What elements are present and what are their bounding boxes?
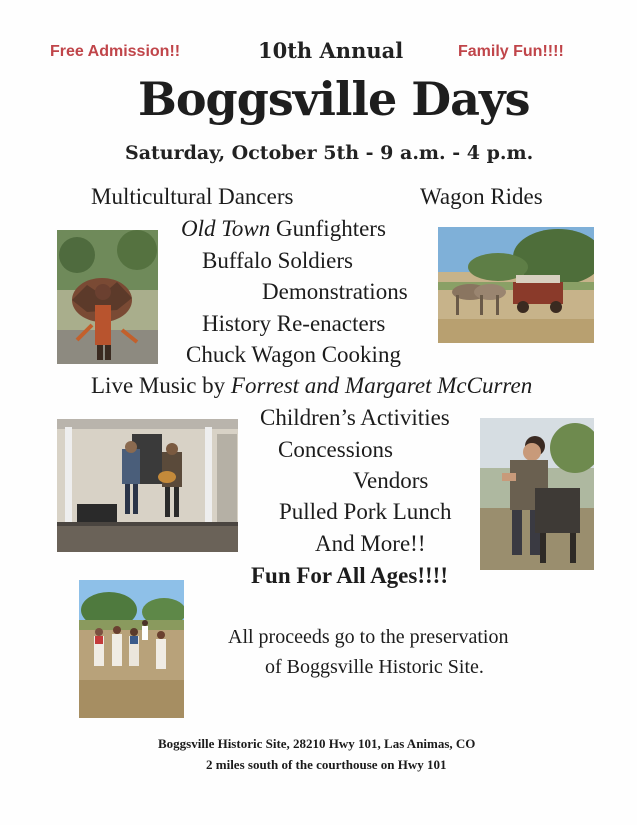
activity-demonstrations: Demonstrations: [262, 279, 408, 304]
page-title: Boggsville Days: [138, 72, 530, 126]
proceeds-line-2: of Boggsville Historic Site.: [265, 656, 484, 678]
free-admission-text: Free Admission!!: [50, 43, 181, 60]
footer-address: Boggsville Historic Site, 28210 Hwy 101, Las Animas, CO: [158, 736, 476, 751]
annual-text: 10th Annual: [258, 38, 404, 63]
proceeds-line-1: All proceeds go to the preservation: [228, 626, 509, 648]
activity-vendors: Vendors: [353, 468, 429, 493]
activity-multicultural: Multicultural Dancers: [91, 184, 294, 209]
dancer-photo: [57, 230, 158, 364]
activity-gunfighters: [181, 216, 386, 242]
activity-and-more: And More!!: [315, 531, 426, 556]
live-music-prefix: Live Music by: [91, 373, 231, 398]
fun-for-all-ages: Fun For All Ages!!!!: [251, 563, 448, 588]
date-line: Saturday, October 5th - 9 a.m. - 4 p.m.: [125, 142, 534, 164]
gunfighters-italic: Old Town: [181, 216, 271, 241]
activity-chuck-wagon: Chuck Wagon Cooking: [186, 342, 401, 367]
activity-live-music: [91, 373, 532, 399]
wagon-ride-photo: [438, 227, 594, 343]
footer-directions: 2 miles south of the courthouse on Hwy 101: [206, 757, 447, 772]
blacksmith-photo: [480, 418, 594, 570]
activity-childrens: Children’s Activities: [260, 405, 450, 430]
family-fun-text: Family Fun!!!!: [458, 43, 564, 60]
gunfighters-rest: Gunfighters: [270, 216, 386, 241]
musicians-photo: [57, 419, 238, 552]
activity-concessions: Concessions: [278, 437, 393, 462]
activity-pulled-pork: Pulled Pork Lunch: [279, 499, 452, 524]
activity-buffalo-soldiers: Buffalo Soldiers: [202, 248, 353, 273]
activity-wagon-rides: Wagon Rides: [420, 184, 543, 209]
activity-reenacters: History Re-enacters: [202, 311, 386, 336]
live-music-artists: Forrest and Margaret McCurren: [230, 373, 533, 398]
sack-race-photo: [79, 580, 184, 718]
